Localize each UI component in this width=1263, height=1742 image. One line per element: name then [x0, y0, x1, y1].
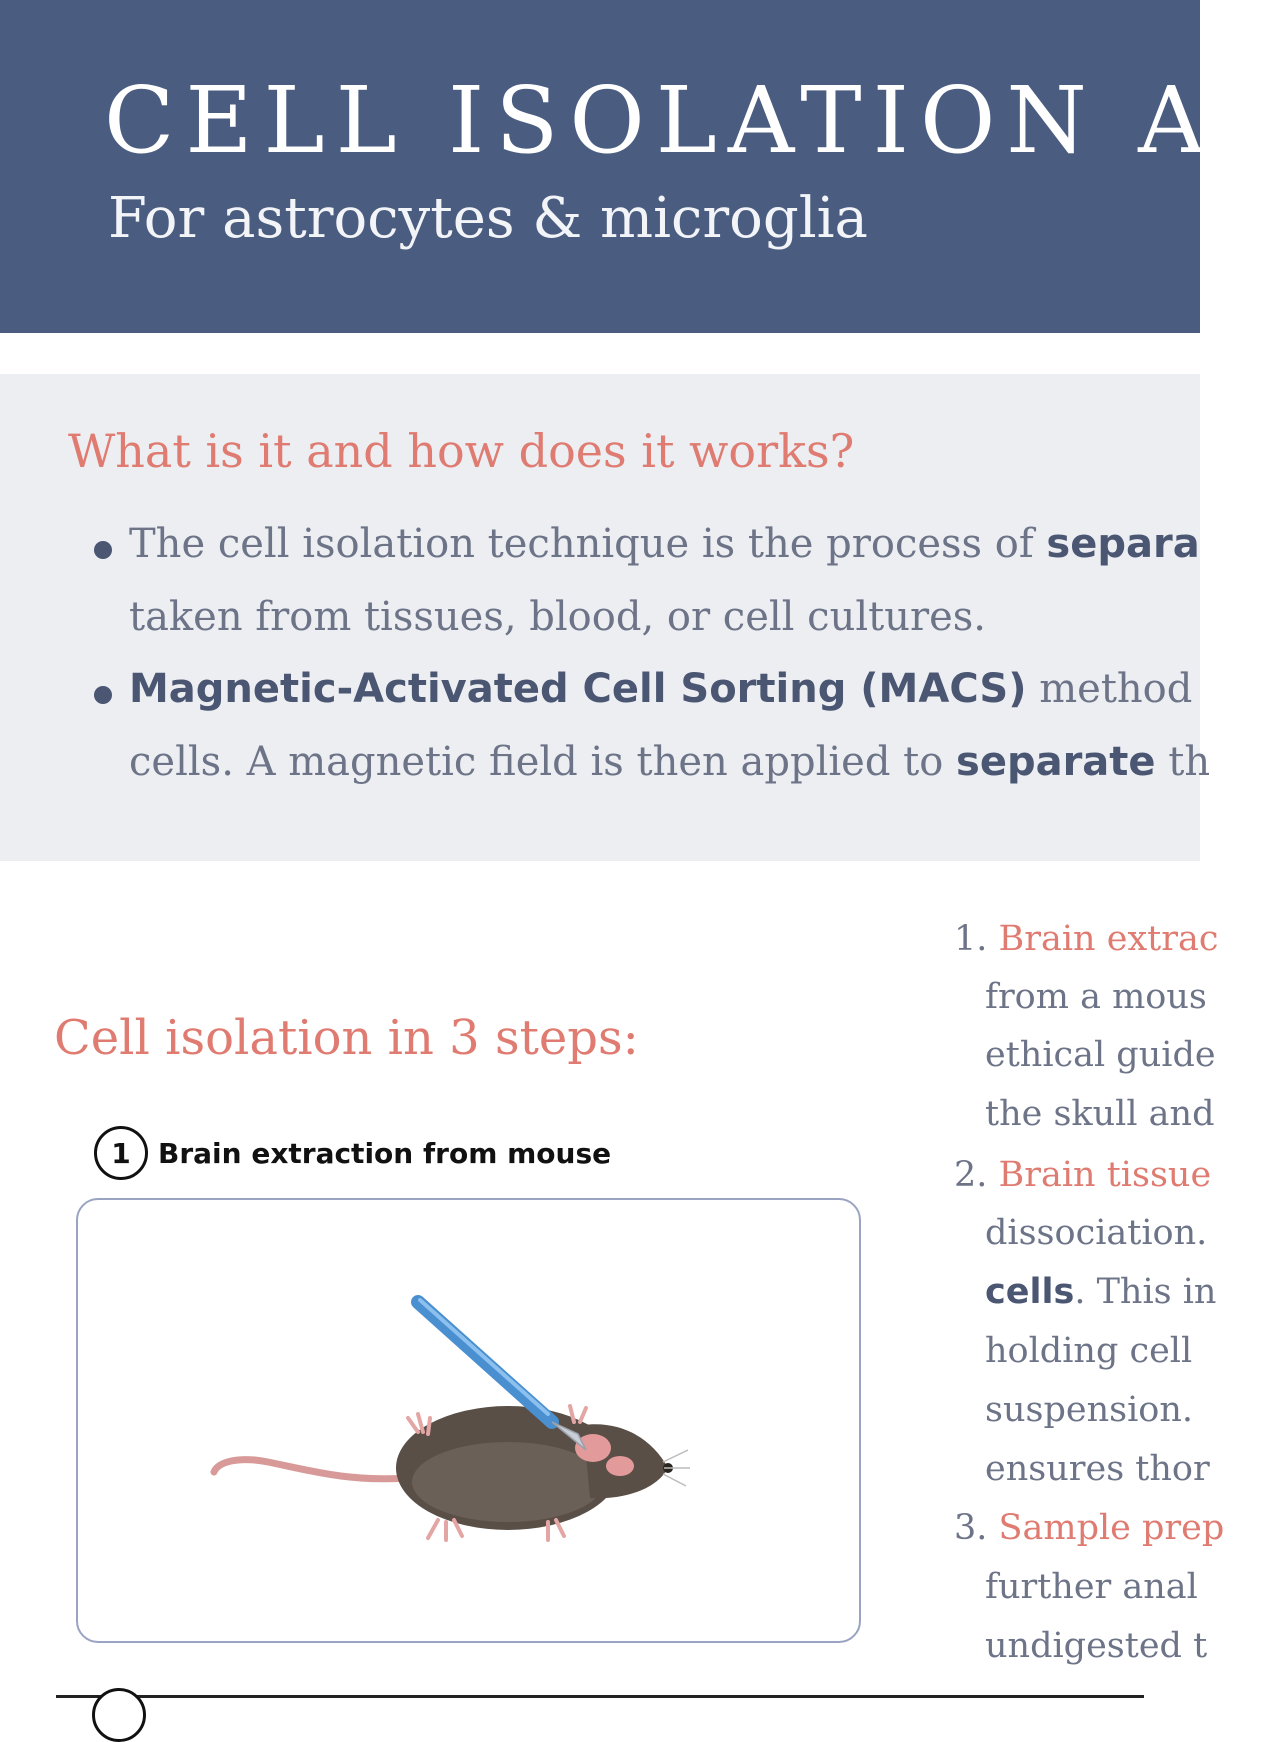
list-item-title: Brain tissue	[998, 1155, 1212, 1195]
list-item-title: Sample prep	[998, 1508, 1225, 1548]
list-line: further anal	[985, 1567, 1198, 1607]
text-span: method	[1026, 666, 1193, 712]
list-line: the skull and	[985, 1094, 1215, 1134]
intro-section	[0, 374, 1211, 861]
header-banner	[0, 0, 1263, 333]
list-line: from a mous	[985, 977, 1207, 1017]
text-span: The cell isolation technique is the process of	[129, 521, 1047, 567]
step-1-text: Brain extraction from mouse	[158, 1136, 612, 1170]
emphasis-text: cells	[985, 1272, 1075, 1312]
bullet-dot-icon	[94, 541, 112, 559]
intro-bullet-1-line-1	[129, 520, 1200, 568]
list-line: holding cell	[985, 1331, 1193, 1371]
intro-bullet-2-line-1	[129, 665, 1192, 713]
intro-bullet-2-line-2	[129, 738, 1210, 786]
list-line: ethical guide	[985, 1035, 1216, 1075]
list-line: dissociation.	[985, 1213, 1208, 1253]
mouse-scalpel-icon	[78, 1200, 863, 1645]
list-number: 1.	[954, 919, 988, 959]
list-number: 3.	[954, 1508, 988, 1548]
intro-bullet-1-line-2: taken from tissues, blood, or cell cultures.	[129, 594, 986, 640]
list-line	[985, 1271, 1216, 1313]
divider-line	[56, 1695, 1144, 1698]
list-item-title: Brain extrac	[998, 919, 1219, 959]
step-number-badge	[92, 1688, 146, 1742]
emphasis-text: separate	[956, 739, 1156, 785]
page-title: CELL ISOLATION AI	[104, 67, 1263, 174]
list-item-1	[954, 918, 1218, 960]
bullet-dot-icon	[94, 686, 112, 704]
page-subtitle: For astrocytes & microglia	[108, 186, 868, 251]
list-item-2	[954, 1154, 1211, 1196]
list-line: suspension.	[985, 1390, 1194, 1430]
emphasis-text: separa	[1046, 521, 1200, 567]
text-span: . This in	[1074, 1272, 1217, 1312]
emphasis-text: Magnetic-Activated Cell Sorting (MACS)	[129, 666, 1027, 712]
intro-heading: What is it and how does it works?	[68, 424, 855, 478]
list-line: ensures thor	[985, 1449, 1210, 1489]
step-number-badge: 1	[94, 1126, 148, 1180]
mouse-illustration-box	[76, 1198, 861, 1643]
steps-heading: Cell isolation in 3 steps:	[54, 1010, 639, 1066]
text-span: cells. A magnetic field is then applied to	[129, 739, 957, 785]
step-1-label	[94, 1126, 611, 1180]
text-span: th	[1155, 739, 1211, 785]
list-number: 2.	[954, 1155, 988, 1195]
list-line: undigested t	[985, 1626, 1208, 1666]
list-item-3	[954, 1507, 1224, 1549]
